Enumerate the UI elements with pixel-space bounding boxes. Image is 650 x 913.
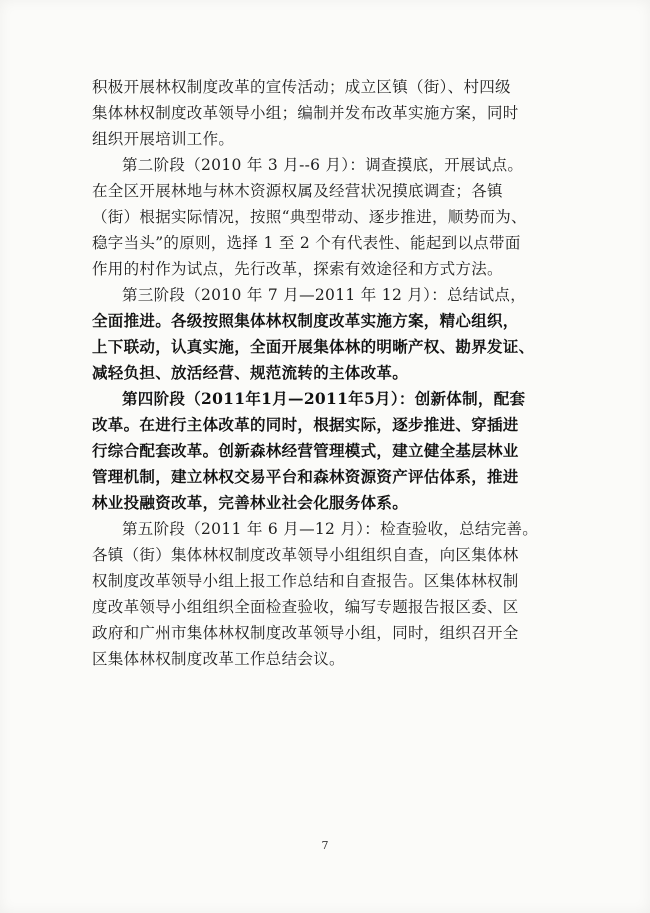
text-line: 组织开展培训工作。 [92,130,235,148]
text-line: 积极开展林权制度改革的宣传活动；成立区镇（街）、村四级 [92,78,511,96]
text-line: 第二阶段（2010 年 3 月--6 月）：调查摸底，开展试点。 [122,156,524,174]
document-body [92,74,552,672]
text-line: 权制度改革领导小组上报工作总结和自查报告。区集体林权制 [92,572,519,590]
text-line: 区集体林权制度改革工作总结会议。 [92,650,345,668]
text-line: 第五阶段（2011 年 6 月—12 月）：检查验收，总结完善。 [122,520,539,538]
text-line: 管理机制，建立林权交易平台和森林资源资产评估体系，推进 [92,467,519,486]
text-line: 作用的村作为试点，先行改革，探索有效途径和方式方法。 [92,260,503,278]
text-line: 政府和广州市集体林权制度改革领导小组，同时，组织召开全 [92,624,519,642]
text-line: 上下联动，认真实施，全面开展集体林的明晰产权、勘界发证、 [92,337,535,356]
text-line: 第三阶段（2010 年 7 月—2011 年 12 月）：总结试点， [122,286,526,304]
text-line: 度改革领导小组组织全面检查验收，编写专题报告报区委、区 [92,598,519,616]
text-line: 稳字当头”的原则，选择 1 至 2 个有代表性、能起到以点带面 [92,234,521,252]
text-line: （街）根据实际情况，按照“典型带动、逐步推进，顺势而为、 [92,208,527,226]
text-line: 林业投融资改革，完善林业社会化服务体系。 [92,493,409,512]
text-line: 集体林权制度改革领导小组；编制并发布改革实施方案，同时 [92,104,519,122]
text-line: 各镇（街）集体林权制度改革领导小组组织自查，向区集体林 [92,546,519,564]
text-line: 行综合配套改革。创新森林经营管理模式，建立健全基层林业 [92,441,519,460]
text-line: 第四阶段（2011年1月—2011年5月）：创新体制，配套 [122,389,526,408]
text-line: 减轻负担、放活经营、规范流转的主体改革。 [92,363,409,382]
text-line: 全面推进。各级按照集体林权制度改革实施方案，精心组织， [92,311,519,330]
text-line: 在全区开展林地与林木资源权属及经营状况摸底调查；各镇 [92,182,503,200]
text-line: 改革。在进行主体改革的同时，根据实际，逐步推进、穿插进 [92,415,519,434]
page-number: 7 [321,839,329,852]
